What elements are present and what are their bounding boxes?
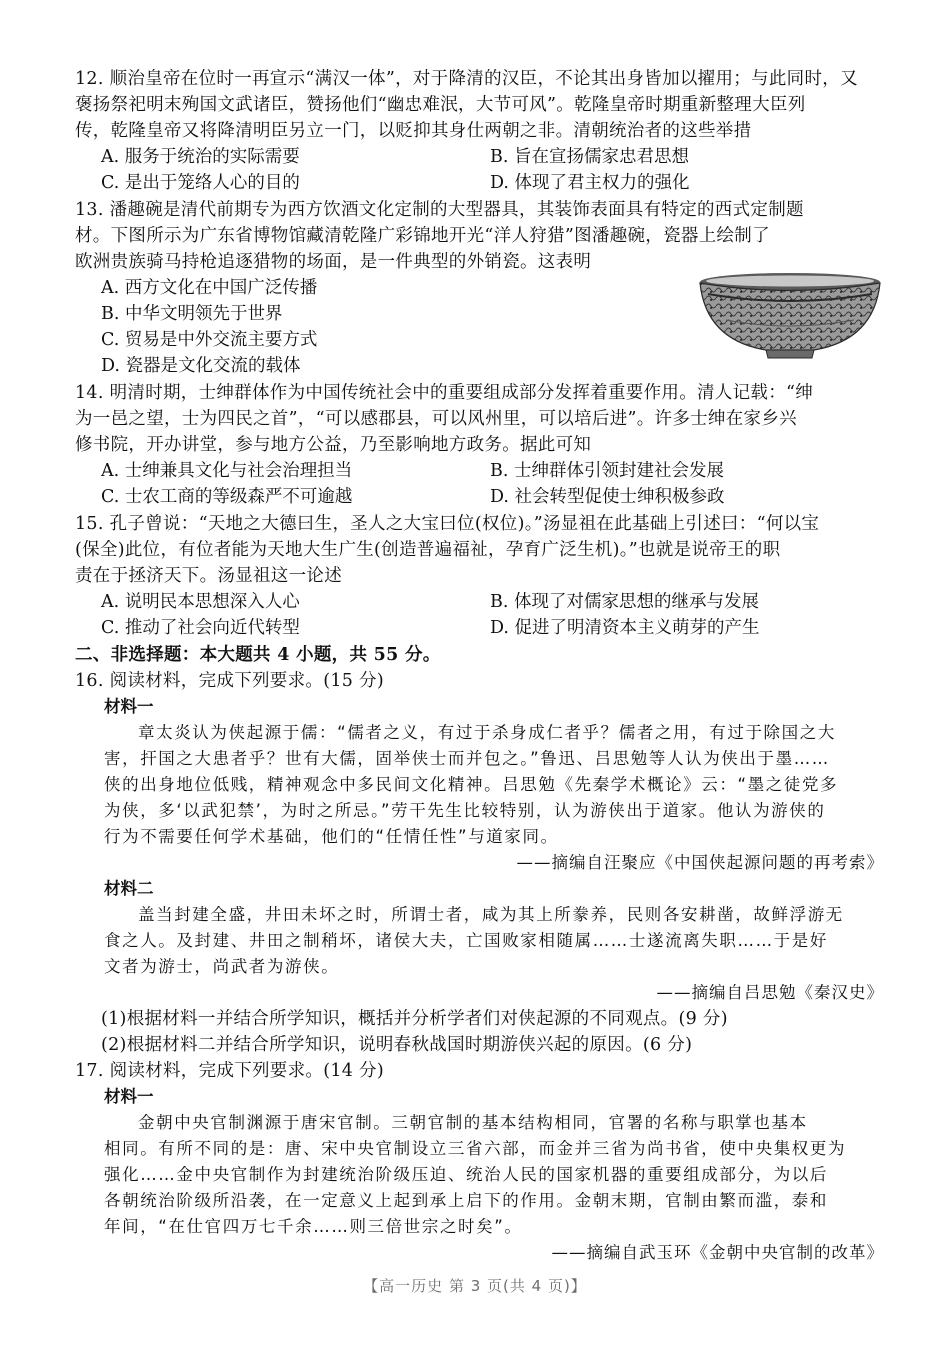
q12-option-c: C. 是出于笼络人心的目的 bbox=[101, 173, 300, 193]
page-footer: 【高一历史 第 3 页(共 4 页)】 bbox=[363, 1277, 587, 1295]
q16-subquestion-1: (1)根据材料一并结合所学知识，概括并分析学者们对侠起源的不同观点。(9 分) bbox=[101, 1009, 728, 1029]
q15-option-b: B. 体现了对儒家思想的继承与发展 bbox=[490, 592, 759, 612]
q15-line-3: 责在于拯济天下。汤显祖这一论述 bbox=[75, 566, 342, 586]
q12-line-1: 12. 顺治皇帝在位时一再宣示“满汉一体”，对于降清的汉臣，不论其出身皆加以擢用；与此同时，又 bbox=[75, 69, 858, 89]
bowl-rim-inner bbox=[706, 276, 874, 287]
q14-option-b: B. 士绅群体引领封建社会发展 bbox=[490, 461, 724, 481]
q16-title: 16. 阅读材料，完成下列要求。(15 分) bbox=[75, 671, 384, 691]
q15-option-c: C. 推动了社会向近代转型 bbox=[101, 618, 300, 638]
q12-option-a: A. 服务于统治的实际需要 bbox=[101, 147, 300, 167]
q14-line-3: 修书院，开办讲堂，参与地方公益，乃至影响地方政务。据此可知 bbox=[75, 435, 592, 455]
q16-subquestion-2: (2)根据材料二并结合所学知识，说明春秋战国时期游侠兴起的原因。(6 分) bbox=[101, 1035, 693, 1055]
q14-option-a: A. 士绅兼具文化与社会治理担当 bbox=[101, 461, 353, 481]
q16-m1-line-2: 害，扞国之大患者乎？世有大儒，固举侠士而并包之。”鲁迅、吕思勉等人认为侠出于墨…… bbox=[104, 749, 830, 768]
q16-m1-line-3: 侠的出身地位低贱，精神观念中多民间文化精神。吕思勉《先秦学术概论》云：“墨之徒党多 bbox=[104, 775, 839, 794]
q16-m1-line-1: 章太炎认为侠起源于儒：“儒者之义，有过于杀身成仁者乎？儒者之用，有过于除国之大 bbox=[138, 723, 836, 742]
bowl-foot bbox=[766, 350, 814, 358]
punch-bowl-image bbox=[696, 270, 884, 362]
q16-material-1-label: 材料一 bbox=[104, 697, 154, 716]
q14-line-2: 为一邑之望，士为四民之首”，“可以感郡县，可以风州里，可以培后进”。许多士绅在家乡兴 bbox=[75, 409, 797, 429]
q14-option-c: C. 士农工商的等级森严不可逾越 bbox=[101, 487, 353, 507]
q15-option-a: A. 说明民本思想深入人心 bbox=[101, 592, 300, 612]
q17-m1-line-2: 相同。有所不同的是：唐、宋中央官制设立三省六部，而金并三省为尚书省，使中央集权更为 bbox=[104, 1139, 847, 1158]
q12-line-2: 褒扬祭祀明末殉国文武诸臣，赞扬他们“幽忠难泯，大节可风”。乾隆皇帝时期重新整理大臣列 bbox=[75, 95, 806, 115]
q17-material-1-label: 材料一 bbox=[104, 1087, 154, 1106]
q17-m1-line-1: 金朝中央官制渊源于唐宋官制。三朝官制的基本结构相同，官署的名称与职掌也基本 bbox=[138, 1113, 808, 1132]
q13-line-1: 13. 潘趣碗是清代前期专为西方饮酒文化定制的大型器具，其装饰表面具有特定的西式定制题 bbox=[75, 200, 804, 220]
q17-m1-line-5: 年间，“在仕官四万七千余……则三倍世宗之时矣”。 bbox=[104, 1217, 523, 1236]
q13-option-c: C. 贸易是中外交流主要方式 bbox=[101, 330, 318, 350]
section-heading: 二、非选择题：本大题共 4 小题，共 55 分。 bbox=[75, 645, 441, 665]
q14-option-d: D. 社会转型促使士绅积极参政 bbox=[490, 487, 725, 507]
q16-m2-line-3: 文者为游士，尚武者为游侠。 bbox=[104, 957, 340, 976]
q13-option-d: D. 瓷器是文化交流的载体 bbox=[101, 356, 301, 376]
q12-line-3: 传，乾隆皇帝又将降清明臣另立一门，以贬抑其身仕两朝之非。清朝统治者的这些举措 bbox=[75, 121, 752, 141]
q17-m1-source: ——摘编自武玉环《金朝中央官制的改革》 bbox=[551, 1243, 884, 1262]
q13-line-3: 欧洲贵族骑马持枪追逐猎物的场面，是一件典型的外销瓷。这表明 bbox=[75, 252, 592, 272]
q12-option-d: D. 体现了君主权力的强化 bbox=[490, 173, 690, 193]
q15-line-1: 15. 孔子曾说：“天地之大德曰生，圣人之大宝曰位(权位)。”汤显祖在此基础上引述曰：“何以宝 bbox=[75, 514, 820, 534]
q16-m2-source: ——摘编自吕思勉《秦汉史》 bbox=[656, 983, 884, 1002]
q13-option-b: B. 中华文明领先于世界 bbox=[101, 304, 283, 324]
q12-option-b: B. 旨在宣扬儒家忠君思想 bbox=[490, 147, 689, 167]
q16-m2-line-2: 食之人。及封建、井田之制稍坏，诸侯大夫，亡国败家相随属……士遂流离失职……于是好 bbox=[104, 931, 828, 950]
bowl-body bbox=[700, 283, 880, 350]
q13-option-a: A. 西方文化在中国广泛传播 bbox=[101, 278, 318, 298]
q15-line-2: (保全)此位，有位者能为天地大生广生(创造普遍福祉，孕育广泛生机)。”也就是说帝王的职 bbox=[75, 540, 781, 560]
q14-line-1: 14. 明清时期，士绅群体作为中国传统社会中的重要组成部分发挥着重要作用。清人记载：“绅 bbox=[75, 383, 814, 403]
q17-m1-line-4: 各朝统治阶级所沿袭，在一定意义上起到承上启下的作用。金朝末期，官制由繁而滥，泰和 bbox=[104, 1191, 828, 1210]
q15-option-d: D. 促进了明清资本主义萌芽的产生 bbox=[490, 618, 760, 638]
q16-m1-source: ——摘编自汪聚应《中国侠起源问题的再考索》 bbox=[516, 853, 884, 872]
q16-m1-line-4: 为侠，多‘以武犯禁’，为时之所忌。”劳干先生比较特别，认为游侠出于道家。他认为游侠的 bbox=[104, 801, 826, 820]
q17-title: 17. 阅读材料，完成下列要求。(14 分) bbox=[75, 1061, 384, 1081]
q13-line-2: 材。下图所示为广东省博物馆藏清乾隆广彩锦地开光“洋人狩猎”图潘趣碗，瓷器上绘制了 bbox=[75, 226, 770, 246]
q16-m1-line-5: 行为不需要任何学术基础，他们的“任情任性”与道家同。 bbox=[104, 827, 559, 846]
q16-m2-line-1: 盖当封建全盛，井田未坏之时，所谓士者，咸为其上所豢养，民则各安耕凿，故鲜浮游无 bbox=[138, 905, 844, 924]
q16-material-2-label: 材料二 bbox=[104, 879, 154, 898]
q17-m1-line-3: 强化……金中央官制作为封建统治阶级压迫、统治人民的国家机器的重要组成部分，为以后 bbox=[104, 1165, 828, 1184]
